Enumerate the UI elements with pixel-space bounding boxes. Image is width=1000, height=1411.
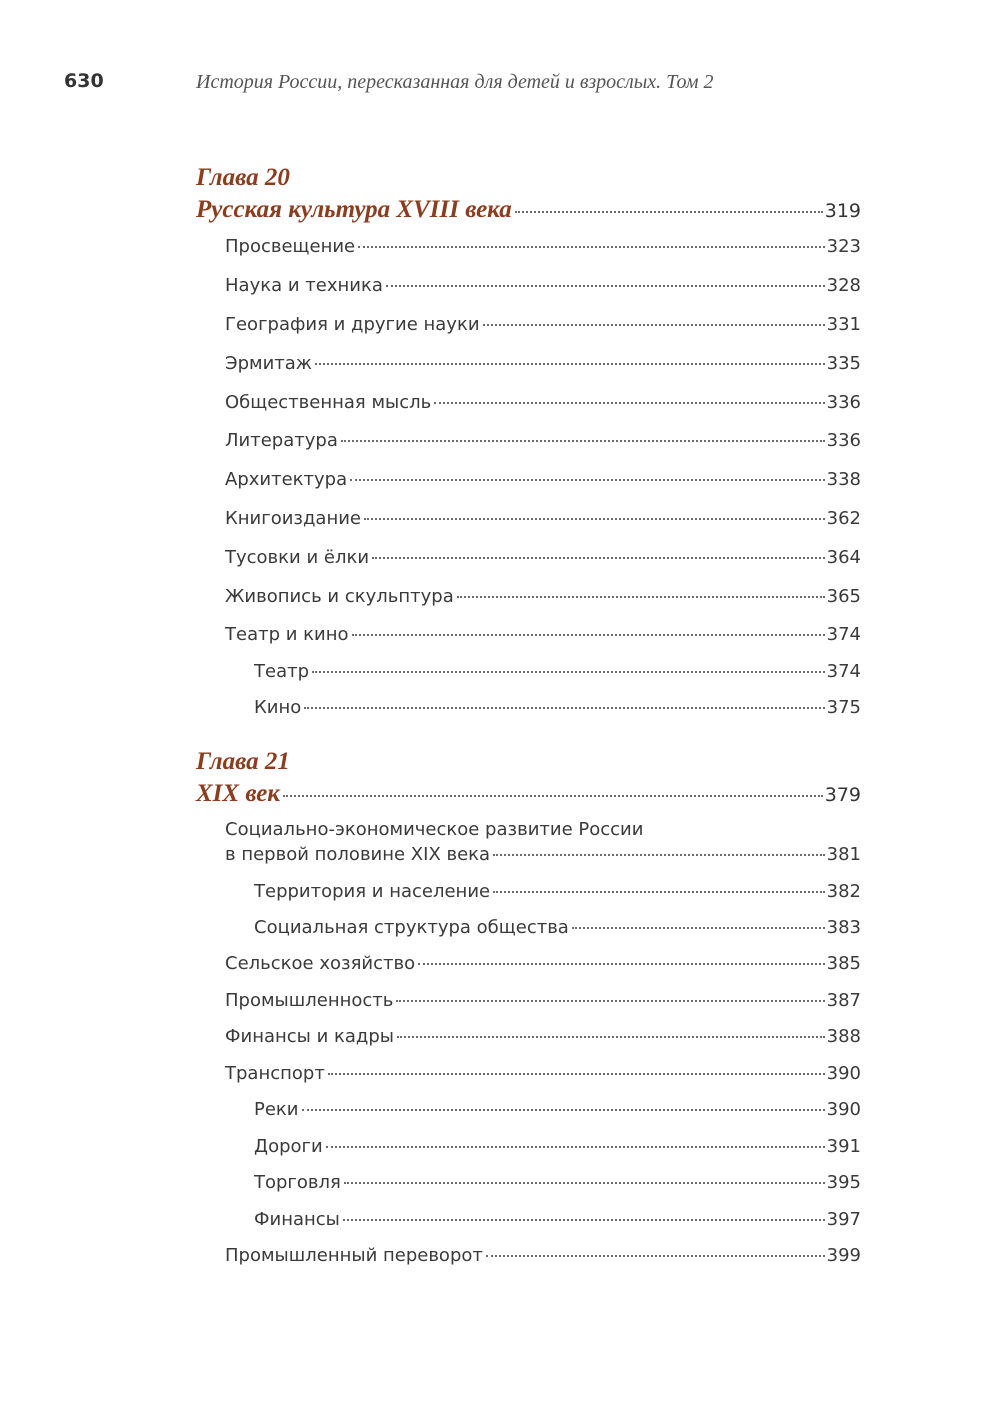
toc-subentry[interactable] (254, 917, 861, 943)
entry-title: Территория и население (254, 881, 491, 902)
toc-entry[interactable] (225, 508, 861, 534)
leader-dots (312, 671, 825, 673)
page-ref: 374 (826, 661, 861, 682)
page-ref: 391 (826, 1136, 861, 1157)
toc-entry[interactable] (225, 430, 861, 456)
toc-entry[interactable] (225, 586, 861, 612)
page-ref: 331 (826, 314, 861, 335)
toc-entry[interactable] (225, 990, 861, 1016)
entry-title: Финансы (254, 1209, 340, 1230)
chapter-title: XIX век (196, 780, 280, 807)
leader-dots (397, 1036, 825, 1038)
toc-chapter-row[interactable] (196, 196, 861, 222)
entry-title: Эрмитаж (225, 353, 313, 374)
page-ref: 390 (826, 1063, 861, 1084)
toc-entry[interactable] (225, 314, 861, 340)
toc-subentry[interactable] (254, 1099, 861, 1125)
leader-dots (364, 518, 825, 520)
toc-entry[interactable] (225, 1026, 861, 1052)
entry-title: Литература (225, 430, 338, 451)
leader-dots (515, 211, 823, 213)
entry-title-line1[interactable]: Социально-экономическое развитие России (225, 819, 644, 840)
entry-title: в первой половине XIX века (225, 844, 491, 865)
page-ref: 336 (826, 392, 861, 413)
chapter-label: Глава 20 (196, 164, 290, 191)
leader-dots (328, 1073, 825, 1075)
leader-dots (493, 854, 825, 856)
entry-title: Сельское хозяйство (225, 953, 416, 974)
chapter-label: Глава 21 (196, 748, 290, 775)
page-ref: 338 (826, 469, 861, 490)
page-ref: 319 (824, 200, 861, 222)
page-ref: 375 (826, 697, 861, 718)
entry-title: Торговля (254, 1172, 341, 1193)
toc-entry[interactable] (225, 275, 861, 301)
entry-title: Книгоиздание (225, 508, 362, 529)
leader-dots (302, 1109, 825, 1111)
leader-dots (434, 402, 824, 404)
leader-dots (386, 285, 825, 287)
leader-dots (572, 927, 825, 929)
page-ref: 390 (826, 1099, 861, 1120)
toc-subentry[interactable] (254, 1209, 861, 1235)
toc-chapter-row[interactable] (196, 780, 861, 806)
page-ref: 323 (826, 236, 861, 257)
entry-title: Тусовки и ёлки (225, 547, 370, 568)
leader-dots (486, 1255, 825, 1257)
toc-entry[interactable] (225, 392, 861, 418)
page-ref: 365 (826, 586, 861, 607)
page-ref: 335 (826, 353, 861, 374)
toc-subentry[interactable] (254, 1172, 861, 1198)
entry-title: Дороги (254, 1136, 323, 1157)
toc-entry[interactable] (225, 469, 861, 495)
page-ref: 387 (826, 990, 861, 1011)
running-title: История России, пересказанная для детей и взрослых. Том 2 (196, 71, 714, 93)
entry-title: Транспорт (225, 1063, 325, 1084)
leader-dots (493, 891, 825, 893)
leader-dots (304, 707, 824, 709)
toc-subentry[interactable] (254, 1136, 861, 1162)
leader-dots (326, 1146, 825, 1148)
entry-title: Живопись и скульптура (225, 586, 454, 607)
entry-title: Промышленность (225, 990, 394, 1011)
leader-dots (343, 1219, 825, 1221)
page-ref: 381 (826, 844, 861, 865)
page-ref: 328 (826, 275, 861, 296)
entry-title: Кино (254, 697, 302, 718)
page-ref: 364 (826, 547, 861, 568)
entry-title: География и другие науки (225, 314, 480, 335)
page-ref: 379 (824, 784, 861, 806)
leader-dots (344, 1182, 825, 1184)
leader-dots (372, 557, 825, 559)
toc-entry[interactable] (225, 236, 861, 262)
leader-dots (457, 596, 825, 598)
entry-title: Просвещение (225, 236, 356, 257)
leader-dots (352, 634, 825, 636)
leader-dots (358, 246, 825, 248)
page-ref: 397 (826, 1209, 861, 1230)
page-ref: 383 (826, 917, 861, 938)
page-ref: 336 (826, 430, 861, 451)
toc-entry[interactable] (225, 953, 861, 979)
page-ref: 374 (826, 624, 861, 645)
entry-title: Промышленный переворот (225, 1245, 483, 1266)
entry-title: Архитектура (225, 469, 348, 490)
leader-dots (315, 363, 825, 365)
toc-entry[interactable] (225, 1063, 861, 1089)
toc-subentry[interactable] (254, 697, 861, 723)
chapter-title: Русская культура XVIII века (196, 196, 512, 223)
entry-title: Социальная структура общества (254, 917, 569, 938)
entry-title: Реки (254, 1099, 299, 1120)
entry-title: Общественная мысль (225, 392, 432, 413)
page-ref: 388 (826, 1026, 861, 1047)
leader-dots (350, 479, 825, 481)
page-ref: 385 (826, 953, 861, 974)
page-ref: 362 (826, 508, 861, 529)
toc-entry[interactable] (225, 353, 861, 379)
leader-dots (483, 324, 825, 326)
toc-entry[interactable] (225, 1245, 861, 1271)
entry-title: Театр и кино (225, 624, 349, 645)
leader-dots (396, 1000, 824, 1002)
page-ref: 399 (826, 1245, 861, 1266)
toc-entry[interactable] (225, 547, 861, 573)
toc-subentry[interactable] (254, 661, 861, 687)
leader-dots (418, 963, 825, 965)
page-ref: 382 (826, 881, 861, 902)
leader-dots (283, 795, 823, 797)
toc-subentry[interactable] (254, 881, 861, 907)
toc-entry[interactable] (225, 844, 861, 870)
entry-title: Театр (254, 661, 310, 682)
leader-dots (341, 440, 825, 442)
toc-entry[interactable] (225, 624, 861, 650)
page-ref: 395 (826, 1172, 861, 1193)
entry-title: Наука и техника (225, 275, 383, 296)
entry-title: Финансы и кадры (225, 1026, 394, 1047)
page-number: 630 (64, 70, 104, 92)
